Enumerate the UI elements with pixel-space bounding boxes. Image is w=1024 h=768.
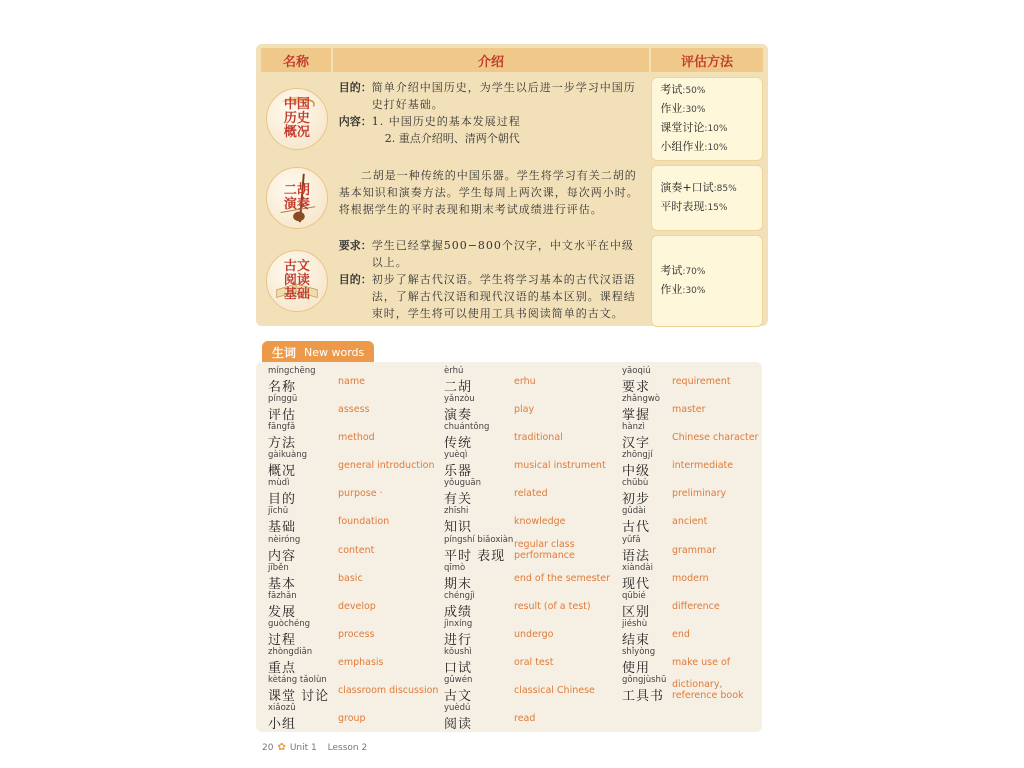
vocab-hanzi: 平时 表现 [444, 548, 506, 564]
vocab-hanzi: 方法 [268, 436, 297, 452]
course-intro-erhu: 二胡是一种传统的中国乐器。学生将学习有关二胡的基本知识和演奏方法。学生每周上两次课，每次两小时。将根据学生的平时表现和期末考试成绩进行评估。 [338, 169, 639, 216]
eval-history: 考试:50% 作业:30% 课堂讨论:10% 小组作业:10% [651, 77, 763, 161]
vocab-pinyin: yuèqì [444, 450, 468, 461]
vocab-english: end of the semester [514, 572, 611, 584]
vocab-hanzi: 现代 [622, 576, 651, 592]
vocab-pinyin: nèiróng [268, 534, 301, 545]
vocab-hanzi: 知识 [444, 520, 473, 536]
vocab-pinyin: yǔfǎ [622, 534, 641, 545]
eval-classical: 考试:70% 作业:30% [651, 235, 763, 327]
vocab-entry [440, 450, 618, 478]
vocab-hanzi: 演奏 [444, 408, 473, 424]
lesson-label: Lesson 2 [327, 742, 368, 753]
course-name-history: 中国 历史 概况 [283, 97, 310, 140]
vocab-entry [440, 535, 618, 563]
vocab-hanzi: 发展 [268, 604, 297, 620]
vocab-english: basic [338, 572, 363, 584]
vocab-column-3 [618, 366, 796, 703]
vocab-pinyin: zhǎngwò [622, 394, 660, 405]
vocab-entry [618, 563, 796, 591]
new-words-tab: 生词 New words [262, 341, 374, 363]
vocab-english: grammar [672, 544, 716, 556]
vocab-hanzi: 阅读 [444, 717, 473, 733]
vocab-hanzi: 要求 [622, 380, 651, 395]
vocab-entry [264, 675, 442, 703]
vocab-english: process [338, 628, 375, 640]
vocab-hanzi: 乐器 [444, 464, 473, 480]
header-eval: 评估方法 [651, 48, 763, 72]
vocab-pinyin: gǔdài [622, 506, 646, 517]
vocab-hanzi: 进行 [444, 632, 473, 648]
vocab-hanzi: 工具书 [622, 689, 665, 705]
vocab-hanzi: 使用 [622, 660, 651, 676]
vocab-pinyin: kètáng tǎolùn [268, 675, 327, 686]
vocab-hanzi: 区别 [622, 604, 651, 620]
vocab-hanzi: 概况 [268, 464, 297, 480]
vocab-entry [440, 619, 618, 647]
vocab-hanzi: 语法 [622, 548, 651, 564]
vocab-entry [618, 422, 796, 450]
vocab-hanzi: 中级 [622, 464, 651, 480]
vocab-english: requirement [672, 376, 731, 387]
course-name-erhu: 二胡 演奏 [283, 183, 310, 212]
vocab-pinyin: míngchēng [268, 366, 316, 376]
vocab-english: purpose · [338, 488, 383, 500]
vocab-hanzi: 过程 [268, 632, 297, 648]
vocab-english: make use of [672, 656, 731, 668]
vocab-english: musical instrument [514, 460, 606, 472]
vocab-english: assess [338, 404, 370, 416]
vocab-hanzi: 期末 [444, 576, 473, 592]
page-number: 20 [262, 742, 274, 753]
vocab-entry [264, 366, 442, 394]
vocab-pinyin: xiǎozǔ [268, 703, 296, 714]
vocab-entry [264, 619, 442, 647]
vocab-english: name [338, 376, 365, 387]
vocab-entry [440, 703, 618, 731]
vocab-entry [618, 647, 796, 675]
vocab-english: general introduction [338, 460, 435, 472]
vocab-pinyin: yuèdú [444, 703, 471, 714]
vocab-entry [618, 478, 796, 506]
vocab-pinyin: yǒuguān [444, 478, 481, 489]
vocab-entry [440, 675, 618, 703]
course-intro-classical: 要求： 学生已经掌握500−800个汉字，中文水平在中级以上。 目的： 初步了解古代汉语。学生将学习基本的古代汉语语法，了解古代汉语和现代汉语的基本区别。课程结束时，学生将可以使用工具书阅读简单的古文。 [338, 239, 636, 320]
vocab-pinyin: jìnxíng [444, 618, 473, 629]
vocab-hanzi: 重点 [268, 660, 297, 676]
vocab-pinyin: gàikuàng [268, 450, 308, 461]
vocab-english: regular class performance [514, 538, 575, 561]
vocab-entry [264, 647, 442, 675]
vocab-english: undergo [514, 628, 554, 640]
vocab-english: ancient [672, 516, 708, 528]
vocab-english: method [338, 432, 375, 444]
vocab-hanzi: 古文 [444, 689, 473, 705]
vocab-hanzi: 目的 [268, 492, 297, 508]
vocab-column-2 [440, 366, 618, 731]
table-header [261, 48, 763, 72]
vocab-pinyin: xiàndài [622, 562, 653, 573]
vocab-hanzi: 结束 [622, 632, 651, 648]
vocab-english: knowledge [514, 516, 566, 528]
vocab-entry [618, 366, 796, 394]
vocab-entry [440, 422, 618, 450]
vocab-hanzi: 传统 [444, 436, 473, 452]
vocab-pinyin: kǒushì [444, 646, 472, 657]
vocab-entry [440, 563, 618, 591]
course-name-classical: 古文 阅读 基础 [283, 259, 310, 302]
vocab-hanzi: 成绩 [444, 604, 473, 620]
vocab-hanzi: 名称 [268, 380, 297, 395]
vocab-english: difference [672, 600, 720, 612]
vocab-entry [264, 450, 442, 478]
vocab-entry [440, 366, 618, 394]
book-seal-icon [266, 250, 328, 312]
vocab-english: traditional [514, 432, 563, 444]
vocab-hanzi: 有关 [444, 492, 473, 508]
vocab-hanzi: 汉字 [622, 436, 651, 452]
vocab-pinyin: shǐyòng [622, 646, 656, 657]
vocab-english: classroom discussion [338, 685, 439, 697]
vocab-hanzi: 基础 [268, 520, 297, 536]
vocab-hanzi: 初步 [622, 492, 651, 508]
vocab-entry [264, 591, 442, 619]
vocab-pinyin: yāoqiú [622, 366, 651, 376]
vocab-pinyin: zhīshi [444, 506, 469, 517]
vocab-pinyin: chuántǒng [444, 422, 490, 433]
course-table [256, 44, 768, 326]
vocab-english: Chinese character [672, 432, 759, 444]
vocab-entry [264, 703, 442, 731]
header-name: 名称 [261, 48, 333, 72]
vocab-english: read [514, 713, 536, 725]
vocab-pinyin: jīchǔ [268, 506, 289, 517]
vocab-english: emphasis [338, 656, 384, 668]
vocab-entry [618, 619, 796, 647]
vocab-pinyin: qīmò [444, 562, 466, 573]
vocab-entry [618, 535, 796, 563]
vocab-english: modern [672, 572, 709, 584]
vocab-english: foundation [338, 516, 390, 528]
vocab-english: develop [338, 600, 376, 612]
vocab-english: intermediate [672, 460, 734, 472]
course-row-erhu [261, 165, 763, 231]
dragon-seal-icon [266, 88, 328, 150]
vocab-english: oral test [514, 656, 554, 668]
erhu-seal-icon [266, 167, 328, 229]
vocab-hanzi: 古代 [622, 520, 651, 536]
vocab-entry [440, 506, 618, 534]
page-footer [262, 742, 367, 753]
vocab-english: end [672, 628, 690, 640]
course-intro-history: 目的： 简单介绍中国历史，为学生以后进一步学习中国历史打好基础。 内容： 1. 中国历史的基本发展过程 2. 重点介绍明、清两个朝代 [338, 81, 636, 145]
vocab-entry [440, 478, 618, 506]
vocab-english: preliminary [672, 488, 727, 500]
vocab-hanzi: 课堂 讨论 [268, 689, 330, 705]
vocab-entry [618, 450, 796, 478]
eval-erhu: 演奏+口试:85% 平时表现:15% [651, 165, 763, 231]
vocab-pinyin: chéngjì [444, 590, 475, 601]
vocab-english: erhu [514, 376, 536, 387]
vocab-pinyin: jiéshù [622, 618, 648, 629]
vocab-pinyin: gōngjùshū [622, 675, 667, 686]
vocab-column-1 [264, 366, 442, 731]
vocab-english: classical Chinese [514, 685, 595, 697]
vocab-entry [440, 394, 618, 422]
course-row-history [261, 77, 763, 161]
vocab-entry [264, 394, 442, 422]
vocabulary-box [256, 362, 762, 732]
vocab-pinyin: guòchéng [268, 618, 311, 629]
vocab-pinyin: qūbié [622, 590, 646, 601]
vocab-hanzi: 内容 [268, 548, 297, 564]
vocab-entry [264, 563, 442, 591]
vocab-entry [264, 535, 442, 563]
vocab-entry [618, 394, 796, 422]
vocab-english: master [672, 404, 706, 416]
course-row-classical [261, 235, 763, 327]
vocab-hanzi: 二胡 [444, 380, 473, 395]
vocab-hanzi: 掌握 [622, 408, 651, 424]
vocab-english: content [338, 544, 375, 556]
vocab-pinyin: píngshí biǎoxiàn [444, 534, 514, 545]
vocab-pinyin: fāngfǎ [268, 422, 296, 433]
vocab-pinyin: pínggū [268, 394, 298, 405]
header-intro: 介绍 [333, 48, 651, 72]
vocab-english: dictionary, reference book [672, 679, 744, 702]
vocab-hanzi: 基本 [268, 576, 297, 592]
vocab-entry [618, 506, 796, 534]
vocab-entry [618, 591, 796, 619]
vocab-entry [264, 478, 442, 506]
vocab-pinyin: gǔwén [444, 675, 473, 686]
vocab-english: play [514, 404, 535, 416]
vocab-entry [440, 647, 618, 675]
vocab-entry [440, 591, 618, 619]
vocab-english: related [514, 488, 548, 500]
vocab-pinyin: zhōngjí [622, 450, 653, 461]
vocab-hanzi: 口试 [444, 660, 473, 676]
vocab-entry [264, 506, 442, 534]
flower-icon: ✿ [277, 742, 286, 753]
vocab-english: group [338, 713, 366, 725]
vocab-entry [264, 422, 442, 450]
vocab-pinyin: mùdì [268, 478, 290, 489]
vocab-hanzi: 评估 [268, 408, 297, 424]
vocab-pinyin: zhòngdiǎn [268, 646, 313, 657]
vocab-entry [618, 675, 796, 703]
vocab-english: result (of a test) [514, 600, 591, 612]
unit-label: Unit 1 [289, 742, 317, 753]
vocab-pinyin: chūbù [622, 478, 649, 489]
vocab-pinyin: èrhú [444, 366, 464, 376]
vocab-pinyin: fāzhǎn [268, 590, 297, 601]
vocab-pinyin: jīběn [268, 562, 289, 573]
vocab-pinyin: hànzì [622, 422, 645, 433]
vocab-hanzi: 小组 [268, 717, 297, 733]
vocab-pinyin: yǎnzòu [444, 394, 475, 405]
